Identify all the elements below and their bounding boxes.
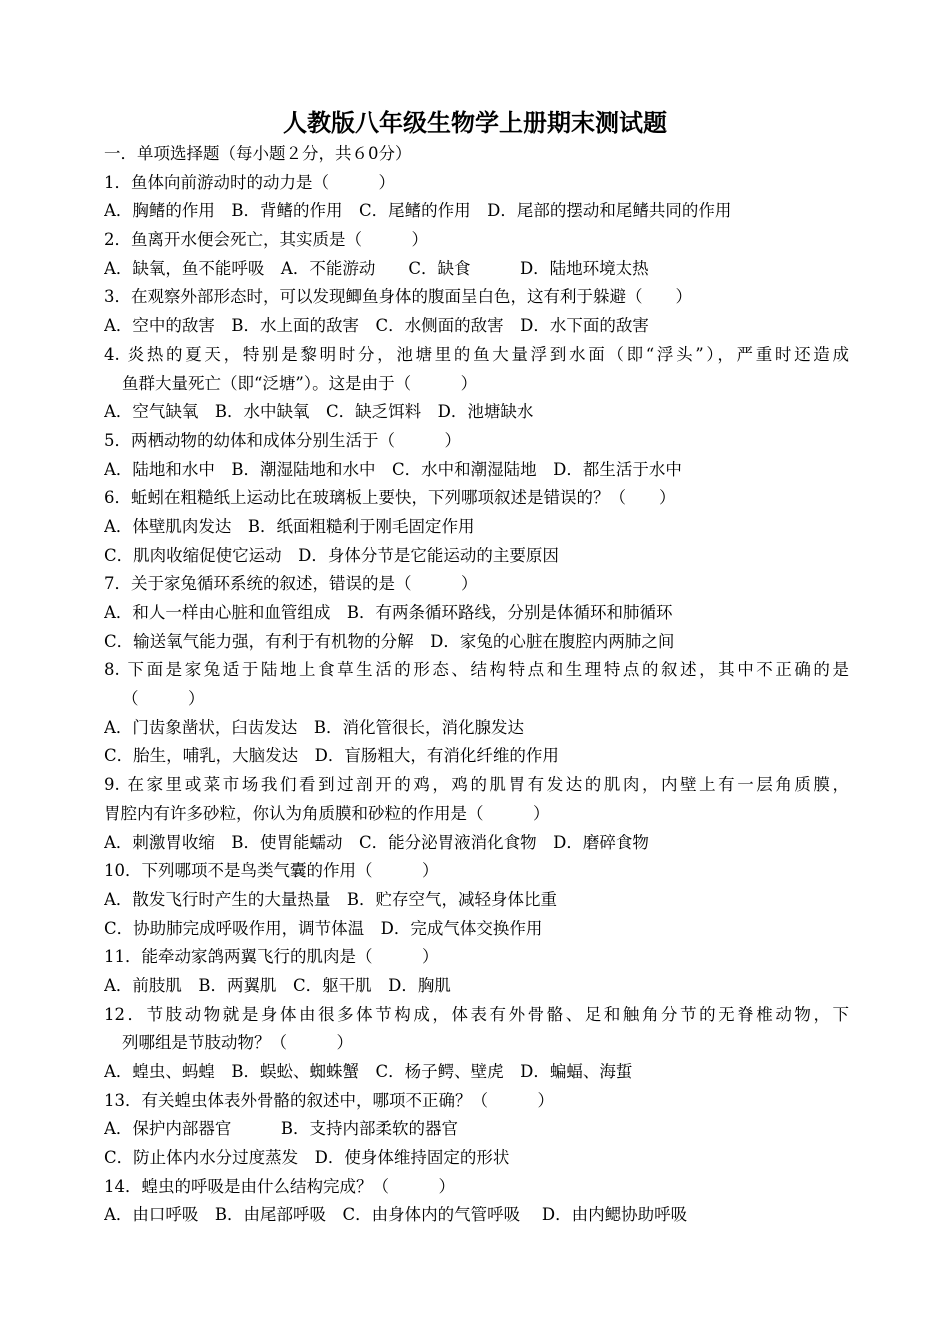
text-line: C．肌肉收缩促使它运动 D．身体分节是它能运动的主要原因 [104,545,559,565]
text-line: 11．能牵动家鸽两翼飞行的肌肉是（ ） [104,947,439,967]
text-line: A．保护内部器官 B．支持内部柔软的器官 [104,1119,459,1139]
text-line: 4. 炎热的夏天，特别是黎明时分，池塘里的鱼大量浮到水面（即“浮头”），严重时还造成 [104,344,849,364]
text-line: A．陆地和水中 B．潮湿陆地和水中 C．水中和潮湿陆地 D．都生活于水中 [104,459,682,479]
text-line: C．防止体内水分过度蒸发 D．使身体维持固定的形状 [104,1148,510,1168]
text-line: C．输送氧气能力强，有利于有机物的分解 D．家兔的心脏在腹腔内两肺之间 [104,631,675,651]
text-line: 6．蚯蚓在粗糙纸上运动比在玻璃板上要快，下列哪项叙述是错误的？（ ） [104,488,676,508]
text-line: A．前肢肌 B．两翼肌 C．躯干肌 D．胸肌 [104,975,451,995]
text-line: A．和人一样由心脏和血管组成 B．有两条循环路线，分别是体循环和肺循环 [104,603,673,622]
question-list [104,140,849,1230]
text-line: A．空气缺氧 B．水中缺氧 C．缺乏饵料 D．池塘缺水 [104,402,534,422]
text-line: 1．鱼体向前游动时的动力是（ ） [104,172,395,192]
text-line: 3．在观察外部形态时，可以发现鲫鱼身体的腹面呈白色，这有利于躲避（ ） [104,287,692,307]
text-line: C．协助肺完成呼吸作用，调节体温 D．完成气体交换作用 [104,918,543,938]
text-line: A．由口呼吸 B．由尾部呼吸 C．由身体内的气管呼吸 D．由内鳃协助呼吸 [104,1205,688,1225]
text-line: 13．有关蝗虫体表外骨骼的叙述中，哪项不正确？（ ） [104,1090,554,1110]
text-line: 12．节肢动物就是身体由很多体节构成，体表有外骨骼、足和触角分节的无脊椎动物，下 [104,1004,849,1024]
text-line: 10．下列哪项不是鸟类气囊的作用（ ） [104,861,439,881]
text-line: （ ） [122,689,205,709]
text-line: A．体壁肌肉发达 B．纸面粗糙利于刚毛固定作用 [104,516,475,536]
text-line: A．空中的敌害 B．水上面的敌害 C．水侧面的敌害 D．水下面的敌害 [104,316,649,336]
text-line: 胃腔内有许多砂粒，你认为角质膜和砂粒的作用是（ ） [104,803,550,823]
text-line: A．刺激胃收缩 B．使胃能蠕动 C．能分泌胃液消化食物 D．磨碎食物 [104,832,649,852]
text-line: A．蝗虫、蚂蝗 B．蜈蚣、蜘蛛蟹 C．杨子鳄、壁虎 D．蝙蝠、海蜇 [104,1062,633,1081]
text-line: 一．单项选择题（每小题２分，共６0分） [104,144,412,163]
text-line: A．缺氧，鱼不能呼吸 A．不能游动 C．缺食 D．陆地环境太热 [104,258,649,278]
text-line: 5．两栖动物的幼体和成体分别生活于（ ） [104,430,461,450]
text-line: 8. 下面是家兔适于陆地上食草生活的形态、结构特点和生理特点的叙述，其中不正确的是 [104,660,849,680]
text-line: 9. 在家里或菜市场我们看到过剖开的鸡，鸡的肌胃有发达的肌肉，内壁上有一层角质膜， [104,775,849,795]
text-line: 列哪组是节肢动物？（ ） [122,1033,353,1053]
text-line: C．胎生，哺乳，大脑发达 D．盲肠粗大，有消化纤维的作用 [104,746,559,766]
document-title: 人教版八年级生物学上册期末测试题 [283,108,667,137]
text-line: A．散发飞行时产生的大量热量 B．贮存空气，减轻身体比重 [104,889,558,909]
text-line: 7．关于家兔循环系统的叙述，错误的是（ ） [104,574,478,594]
text-line: 鱼群大量死亡（即“泛塘”）。这是由于（ ） [122,373,478,393]
text-line: A．门齿象凿状，臼齿发达 B．消化管很长，消化腺发达 [104,717,525,737]
text-line: 2．鱼离开水便会死亡，其实质是（ ） [104,230,428,250]
text-line: 14．蝗虫的呼吸是由什么结构完成？（ ） [104,1176,455,1196]
text-line: A．胸鳍的作用 B．背鳍的作用 C．尾鳍的作用 D．尾部的摆动和尾鳍共同的作用 [104,201,732,221]
